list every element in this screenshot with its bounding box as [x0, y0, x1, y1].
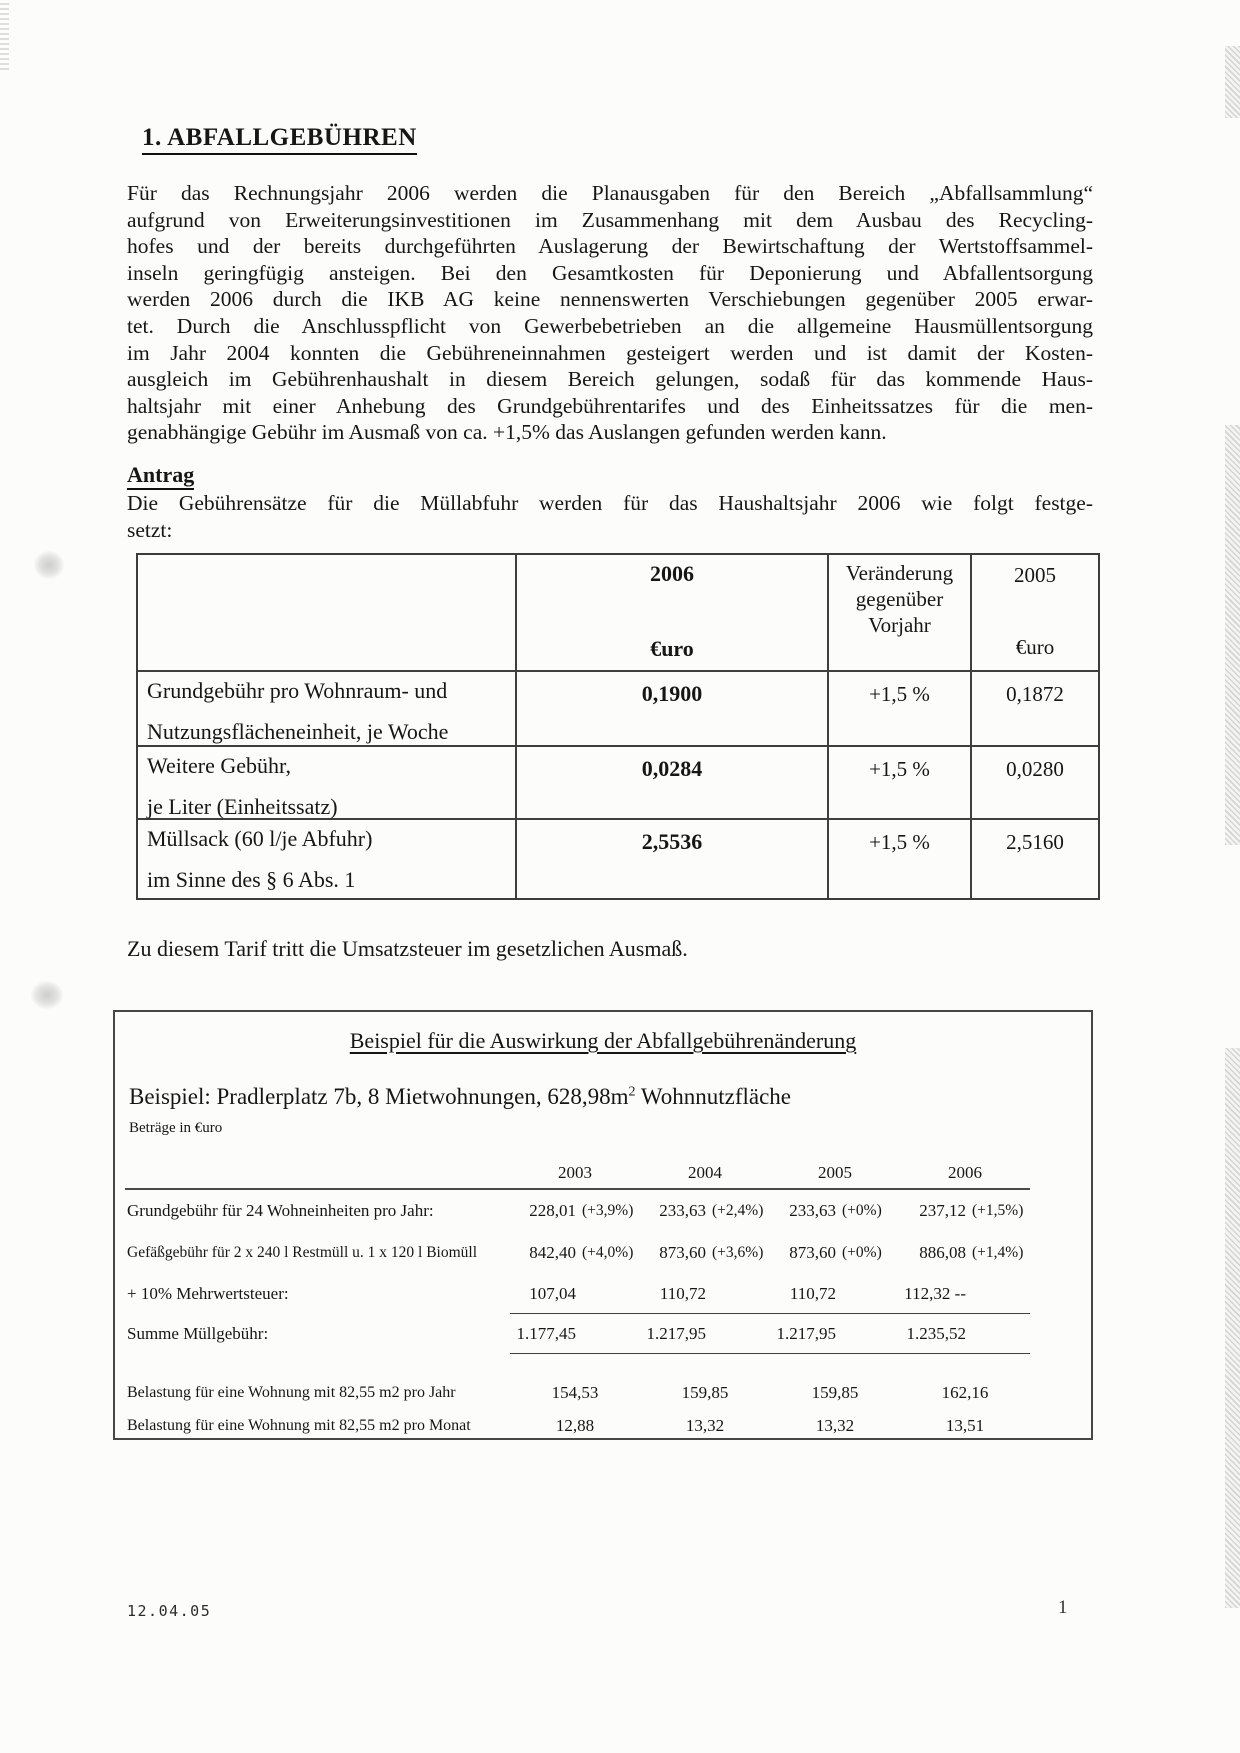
tax-note: Zu diesem Tarif tritt die Umsatzsteuer im gesetzlichen Ausmaß.: [127, 936, 688, 961]
percent-change: (+3,6%): [712, 1244, 764, 1261]
intro-line: genabhängige Gebühr im Ausmaß von ca. +1,5% das Auslangen gefunden werden kann.: [127, 420, 887, 445]
amount-value: 107,04: [529, 1283, 576, 1303]
intro-line: Für das Rechnungsjahr 2006 werden die Planausgaben für den Bereich „Abfallsammlung“: [127, 181, 1093, 205]
example-value-cell: [640, 1232, 770, 1274]
percent-change: (+4,0%): [582, 1244, 634, 1261]
example-value-cell: [900, 1232, 1030, 1274]
example-value-cell: [770, 1274, 900, 1314]
antrag-line: setzt:: [127, 518, 173, 542]
example-row-label: Grundgebühr für 24 Wohneinheiten pro Jahr:: [127, 1201, 434, 1220]
fee-row-label-line: Grundgebühr pro Wohnraum- und: [147, 678, 448, 703]
intro-line: aufgrund von Erweiterungsinvestitionen im Zusammenhang mit dem Ausbau des Recycling-: [127, 207, 1093, 232]
example-subtitle-suffix: Wohnnutzfläche: [635, 1084, 792, 1109]
fee-table-header-2006: [517, 555, 829, 672]
fee-table-corner-cell: [138, 555, 517, 672]
example-value-cell: [510, 1274, 640, 1314]
amounts-note: Beträge in €uro: [129, 1120, 223, 1136]
scan-artifact-edge-band: [1225, 46, 1240, 118]
scan-artifact-corner-stripes: [0, 0, 9, 70]
fee-value-2005: 0,1872: [972, 672, 1098, 747]
spacer-row: [125, 1354, 1030, 1376]
burden-value-cell: 154,53: [551, 1382, 599, 1402]
example-value-cell: [510, 1232, 640, 1274]
antrag-line: Die Gebührensätze für die Müllabfuhr werden für das Haushaltsjahr 2006 wie folgt festge-: [127, 491, 1093, 515]
amount-value: 1.217,95: [646, 1323, 706, 1343]
percent-change: (+2,4%): [712, 1202, 764, 1219]
intro-line: haltsjahr mit einer Anhebung des Grundgebührentarifes und des Einheitssatzes für die men-: [127, 393, 1093, 418]
amount-value: 873,60: [659, 1243, 706, 1262]
intro-line: hofes und der bereits durchgeführten Auslagerung der Bewirtschaftung der Wertstoffsammel-: [127, 234, 1093, 259]
example-row-label: + 10% Mehrwertsteuer:: [127, 1284, 289, 1303]
burden-value-cell: 159,85: [681, 1382, 729, 1402]
intro-line: tet. Durch die Anschlusspflicht von Gewerbebetrieben an die allgemeine Hausmüllentsorgung: [127, 313, 1093, 338]
fee-value-2005: 0,0280: [972, 747, 1098, 820]
example-box-title: [115, 1028, 1091, 1054]
intro-line: ausgleich im Gebührenhaushalt in diesem Bereich gelungen, sodaß für das kommende Haus-: [127, 367, 1093, 392]
burden-value-cell: 13,32: [685, 1415, 725, 1435]
year-2006-label: 2006: [650, 561, 694, 586]
year-column-header: 2006: [900, 1156, 1030, 1190]
amount-value: 110,72: [659, 1283, 706, 1303]
fee-row-label-line: im Sinne des § 6 Abs. 1: [147, 867, 356, 892]
intro-line: im Jahr 2004 konnten die Gebühreneinnahmen gesteigert werden und ist damit der Kosten-: [127, 340, 1093, 365]
change-header-line: Veränderung: [845, 561, 954, 585]
fee-value-2005: 2,5160: [1006, 830, 1064, 854]
superscript-2: 2: [628, 1084, 636, 1100]
fee-row-label: [138, 747, 517, 820]
percent-change: (+0%): [842, 1202, 882, 1219]
percent-change: (+1,4%): [972, 1244, 1024, 1261]
antrag-heading: [127, 462, 194, 488]
fee-row-label: [138, 672, 517, 747]
amount-value: 873,60: [789, 1243, 836, 1262]
amount-value: 110,72: [789, 1283, 836, 1303]
antrag-heading-text: Antrag: [127, 462, 194, 490]
antrag-paragraph: [127, 490, 1093, 544]
example-table-corner: [125, 1156, 510, 1190]
amount-value: 886,08: [919, 1243, 966, 1262]
example-row-label: Summe Müllgebühr:: [127, 1324, 269, 1343]
euro-2005-label: €uro: [1015, 635, 1055, 659]
example-table: [125, 1156, 1030, 1442]
example-box: [113, 1010, 1093, 1440]
example-value-cell: [900, 1314, 1030, 1354]
fee-row-label-line: Müllsack (60 l/je Abfuhr): [147, 826, 373, 851]
intro-line: inseln geringfügig ansteigen. Bei den Gesamtkosten für Deponierung und Abfallentsorgung: [127, 260, 1093, 285]
section-title-text: 1. ABFALLGEBÜHREN: [142, 124, 417, 155]
amount-value: 233,63: [789, 1201, 836, 1220]
example-value-cell: [640, 1274, 770, 1314]
amount-value: 228,01: [529, 1201, 576, 1220]
example-value-cell: [770, 1190, 900, 1232]
burden-row-label: Belastung für eine Wohnung mit 82,55 m2 pro Monat: [127, 1416, 471, 1434]
intro-paragraph: [127, 180, 1093, 446]
section-title: [142, 124, 417, 152]
burden-row-label: Belastung für eine Wohnung mit 82,55 m2 pro Jahr: [127, 1383, 456, 1401]
fee-table-header-change: [829, 555, 972, 672]
example-subtitle: [129, 1084, 791, 1110]
change-header-line: Vorjahr: [868, 613, 931, 637]
fee-row-label-line: Nutzungsflächeneinheit, je Woche: [147, 719, 449, 744]
example-value-cell: [640, 1314, 770, 1354]
fee-value-2006: 2,5536: [517, 820, 829, 898]
fee-value-2006: 0,1900: [517, 672, 829, 747]
fee-row-label-line: je Liter (Einheitssatz): [147, 794, 338, 819]
fee-table: [136, 553, 1100, 900]
fee-row-label-line: Weitere Gebühr,: [147, 753, 291, 778]
scan-artifact-blob: [31, 981, 63, 1009]
example-row-label: Gefäßgebühr für 2 x 240 l Restmüll u. 1 x 120 l Biomüll: [127, 1244, 478, 1261]
amount-value: 1.177,45: [516, 1323, 576, 1343]
burden-value-cell: 159,85: [811, 1382, 859, 1402]
intro-line: werden 2006 durch die IKB AG keine nennenswerten Verschiebungen gegenüber 2005 erwar-: [127, 287, 1093, 312]
example-box-title-text: Beispiel für die Auswirkung der Abfallgebührenänderung: [349, 1028, 857, 1053]
fee-change-value: +1,5 %: [829, 672, 972, 747]
fee-change-value: +1,5 %: [829, 820, 972, 898]
year-column-header: 2004: [640, 1156, 770, 1190]
example-value-cell: [510, 1314, 640, 1354]
example-subtitle-prefix: Beispiel: Pradlerplatz 7b, 8 Mietwohnungen, 628,98m: [129, 1084, 629, 1109]
year-2005-label: 2005: [1014, 563, 1056, 587]
fee-table-header-2005: [972, 555, 1098, 672]
scan-artifact-blob: [34, 551, 64, 579]
burden-value-cell: 12,88: [555, 1415, 595, 1435]
fee-value-2006: 0,0284: [517, 747, 829, 820]
footer-date: 12.04.05: [127, 1602, 212, 1620]
fee-row-label: [138, 820, 517, 898]
amount-value: 1.217,95: [776, 1323, 836, 1343]
scan-artifact-edge-band: [1225, 425, 1240, 845]
percent-change: (+3,9%): [582, 1202, 634, 1219]
amount-value: 112,32 --: [904, 1283, 966, 1303]
example-value-cell: [900, 1190, 1030, 1232]
burden-value-cell: 13,32: [815, 1415, 855, 1435]
example-value-cell: [770, 1232, 900, 1274]
burden-value-cell: 162,16: [941, 1382, 989, 1402]
percent-change: (+0%): [842, 1244, 882, 1261]
amount-value: 237,12: [919, 1201, 966, 1220]
year-column-header: 2003: [510, 1156, 640, 1190]
example-value-cell: [770, 1314, 900, 1354]
year-column-header: 2005: [770, 1156, 900, 1190]
page-number: 1: [1058, 1597, 1068, 1618]
example-value-cell: [900, 1274, 1030, 1314]
change-header-line: gegenüber: [855, 587, 944, 611]
amount-value: 1.235,52: [906, 1323, 966, 1343]
amount-value: 842,40: [529, 1243, 576, 1262]
amount-value: 233,63: [659, 1201, 706, 1220]
example-value-cell: [510, 1190, 640, 1232]
fee-change-value: +1,5 %: [829, 747, 972, 820]
burden-value-cell: 13,51: [945, 1415, 985, 1435]
euro-2006-label: €uro: [650, 636, 694, 661]
example-value-cell: [640, 1190, 770, 1232]
scan-artifact-edge-band: [1225, 1048, 1240, 1608]
percent-change: (+1,5%): [972, 1202, 1024, 1219]
